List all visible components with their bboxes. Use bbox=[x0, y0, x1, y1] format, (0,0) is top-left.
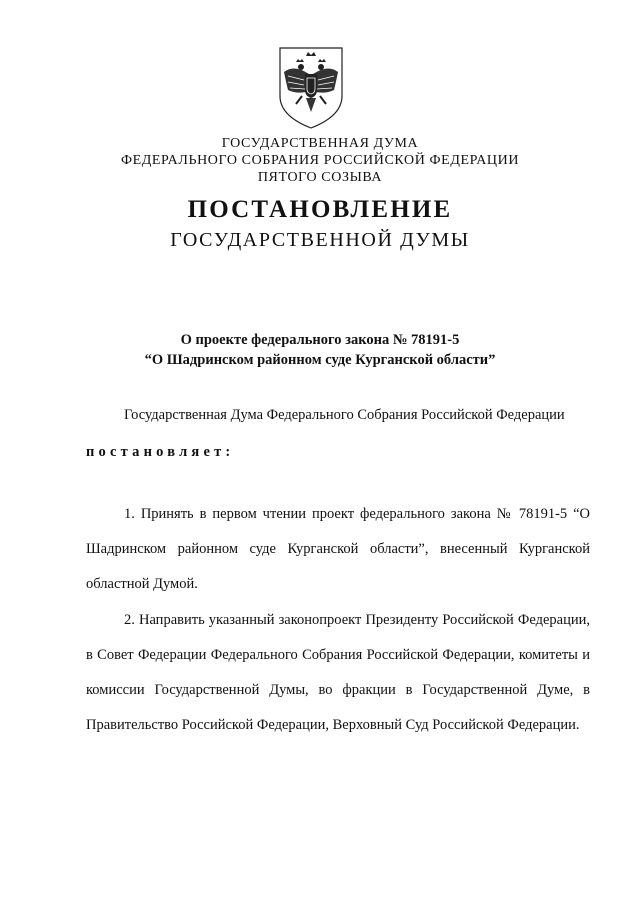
subject-line-1: О проекте федерального закона № 78191-5 bbox=[180, 332, 460, 348]
resolution-item-1: 1. Принять в первом чтении проект федерального закона № 78191-5 “О Шадринском районном суде Курганской области”, внесенный Курганской областной Думой. bbox=[86, 506, 590, 592]
document-title: ПОСТАНОВЛЕНИЕ bbox=[187, 196, 453, 223]
intro-paragraph: Государственная Дума Федерального Собрания Российской Федерации bbox=[124, 407, 565, 423]
convocation-line: ПЯТОГО СОЗЫВА bbox=[257, 170, 383, 185]
resolves-word: постановляет: bbox=[86, 444, 235, 460]
issuer-line-2: ФЕДЕРАЛЬНОГО СОБРАНИЯ РОССИЙСКОЙ ФЕДЕРАЦИИ bbox=[120, 153, 520, 168]
resolution-item-2: 2. Направить указанный законопроект Президенту Российской Федерации, в Совет Федерации Федерального Собрания Российской Федерации, комитеты и комиссии Государственной Думы, во фракции в Государственной Думе, в Правительство Российской Федерации, Верховный Суд Российской Федерации. bbox=[86, 612, 590, 733]
document-subtitle: ГОСУДАРСТВЕННОЙ ДУМЫ bbox=[170, 229, 470, 251]
coat-of-arms-icon bbox=[276, 46, 346, 130]
subject-line-2: “О Шадринском районном суде Курганской области” bbox=[144, 352, 496, 368]
issuer-line-1: ГОСУДАРСТВЕННАЯ ДУМА bbox=[221, 136, 419, 151]
